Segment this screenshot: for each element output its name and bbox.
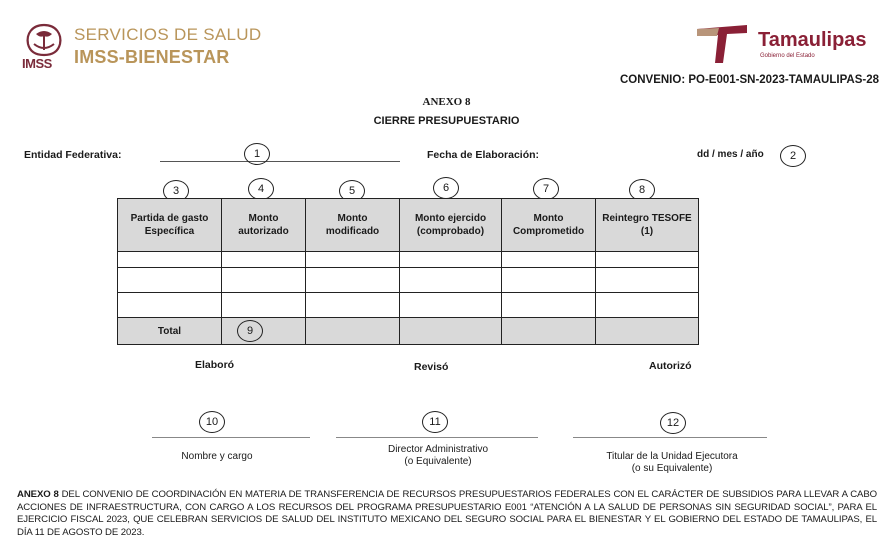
table-cell[interactable] [502,268,596,293]
footer-bold: ANEXO 8 [17,489,59,500]
table-cell[interactable] [306,268,400,293]
entidad-label: Entidad Federativa: [24,149,122,161]
col-partida: Partida de gasto Específica [118,199,222,252]
document-title: CIERRE PRESUPUESTARIO [373,115,520,127]
marker-8: 8 [629,179,655,201]
marker-2: 2 [780,145,806,167]
entidad-line [160,161,400,162]
signature-line-1 [152,437,310,438]
marker-1: 1 [244,143,270,165]
table-cell[interactable] [596,268,699,293]
col-autorizado: Monto autorizado [222,199,306,252]
total-cell[interactable] [502,318,596,345]
date-format: dd / mes / año [697,149,764,160]
table-cell[interactable] [222,293,306,318]
table-row [118,268,699,293]
table-cell[interactable] [596,293,699,318]
signature-text-1: Nombre y cargo [181,451,253,462]
col-comprometido: Monto Comprometido [502,199,596,252]
table-cell[interactable] [306,293,400,318]
reviso-label: Revisó [414,361,449,373]
table-cell[interactable] [400,293,502,318]
anexo-heading: ANEXO 8 [422,96,471,108]
elaboro-label: Elaboró [195,359,235,371]
table-header-row [118,199,699,252]
col-reintegro: Reintegro TESOFE (1) [596,199,699,252]
total-cell[interactable] [222,318,306,345]
total-row [118,318,699,345]
col-ejercido: Monto ejercido (comprobado) [400,199,502,252]
marker-9: 9 [237,320,263,342]
table-cell[interactable] [222,252,306,268]
marker-10: 10 [199,411,225,433]
table-cell[interactable] [222,268,306,293]
signature-line-3 [573,437,767,438]
table-cell[interactable] [400,268,502,293]
brand-line-1: SERVICIOS DE SALUD [74,25,262,44]
marker-6: 6 [433,177,459,199]
marker-12: 12 [660,412,686,434]
signature-line-2 [336,437,538,438]
convenio-code: CONVENIO: PO-E001-SN-2023-TAMAULIPAS-28 [619,74,879,86]
tamaulipas-mark-icon [693,23,753,65]
table-cell[interactable] [502,252,596,268]
marker-4: 4 [248,178,274,200]
fecha-label: Fecha de Elaboración: [427,149,540,161]
table-cell[interactable] [306,252,400,268]
state-name: Tamaulipas [758,29,867,51]
table-cell[interactable] [118,293,222,318]
table-cell[interactable] [502,293,596,318]
signature-text-2: Director Administrativo (o Equivalente) [387,444,489,467]
table-cell[interactable] [118,268,222,293]
total-label: Total [118,318,222,345]
marker-11: 11 [422,411,448,433]
marker-5: 5 [339,180,365,202]
marker-3: 3 [163,180,189,202]
state-subtitle: Gobierno del Estado [760,53,815,59]
col-modificado: Monto modificado [306,199,400,252]
footer-legend [17,489,877,539]
table-cell[interactable] [596,252,699,268]
marker-7: 7 [533,178,559,200]
signature-text-3: Titular de la Unidad Ejecutora (o su Equivalente) [606,451,738,474]
total-cell[interactable] [400,318,502,345]
brand-line-2: IMSS-BIENESTAR [74,47,230,67]
table-row [118,252,699,268]
table-row [118,293,699,318]
imss-wordmark: IMSS [22,56,52,71]
table-cell[interactable] [400,252,502,268]
footer-text: DEL CONVENIO DE COORDINACIÓN EN MATERIA DE TRANSFERENCIA DE RECURSOS PRESUPUESTARIOS FEDERALES CON EL CARÁCTER DE SUBSIDIOS PARA LLEVAR A CABO ACCIONES DE INFRAESTRUCTURA, CON CARGO A LOS RECURSOS DEL PROGRAMA PRESUPUESTARIO E001 “ATENCIÓN A LA SALUD DE PERSONAS SIN SEGURIDAD SOCIAL”, PARA EL EJERCICIO FISCAL 2023, QUE CELEBRAN SERVICIOS DE SALUD DEL INSTITUTO MEXICANO DEL SEGURO SOCIAL PARA EL BIENESTAR Y EL GOBIERNO DEL ESTADO DE TAMAULIPAS, EL DÍA 11 DE AGOSTO DE 2023. [17,489,877,538]
budget-table [117,198,699,345]
table-cell[interactable] [118,252,222,268]
total-cell[interactable] [306,318,400,345]
total-cell[interactable] [596,318,699,345]
autorizo-label: Autorizó [649,360,692,372]
